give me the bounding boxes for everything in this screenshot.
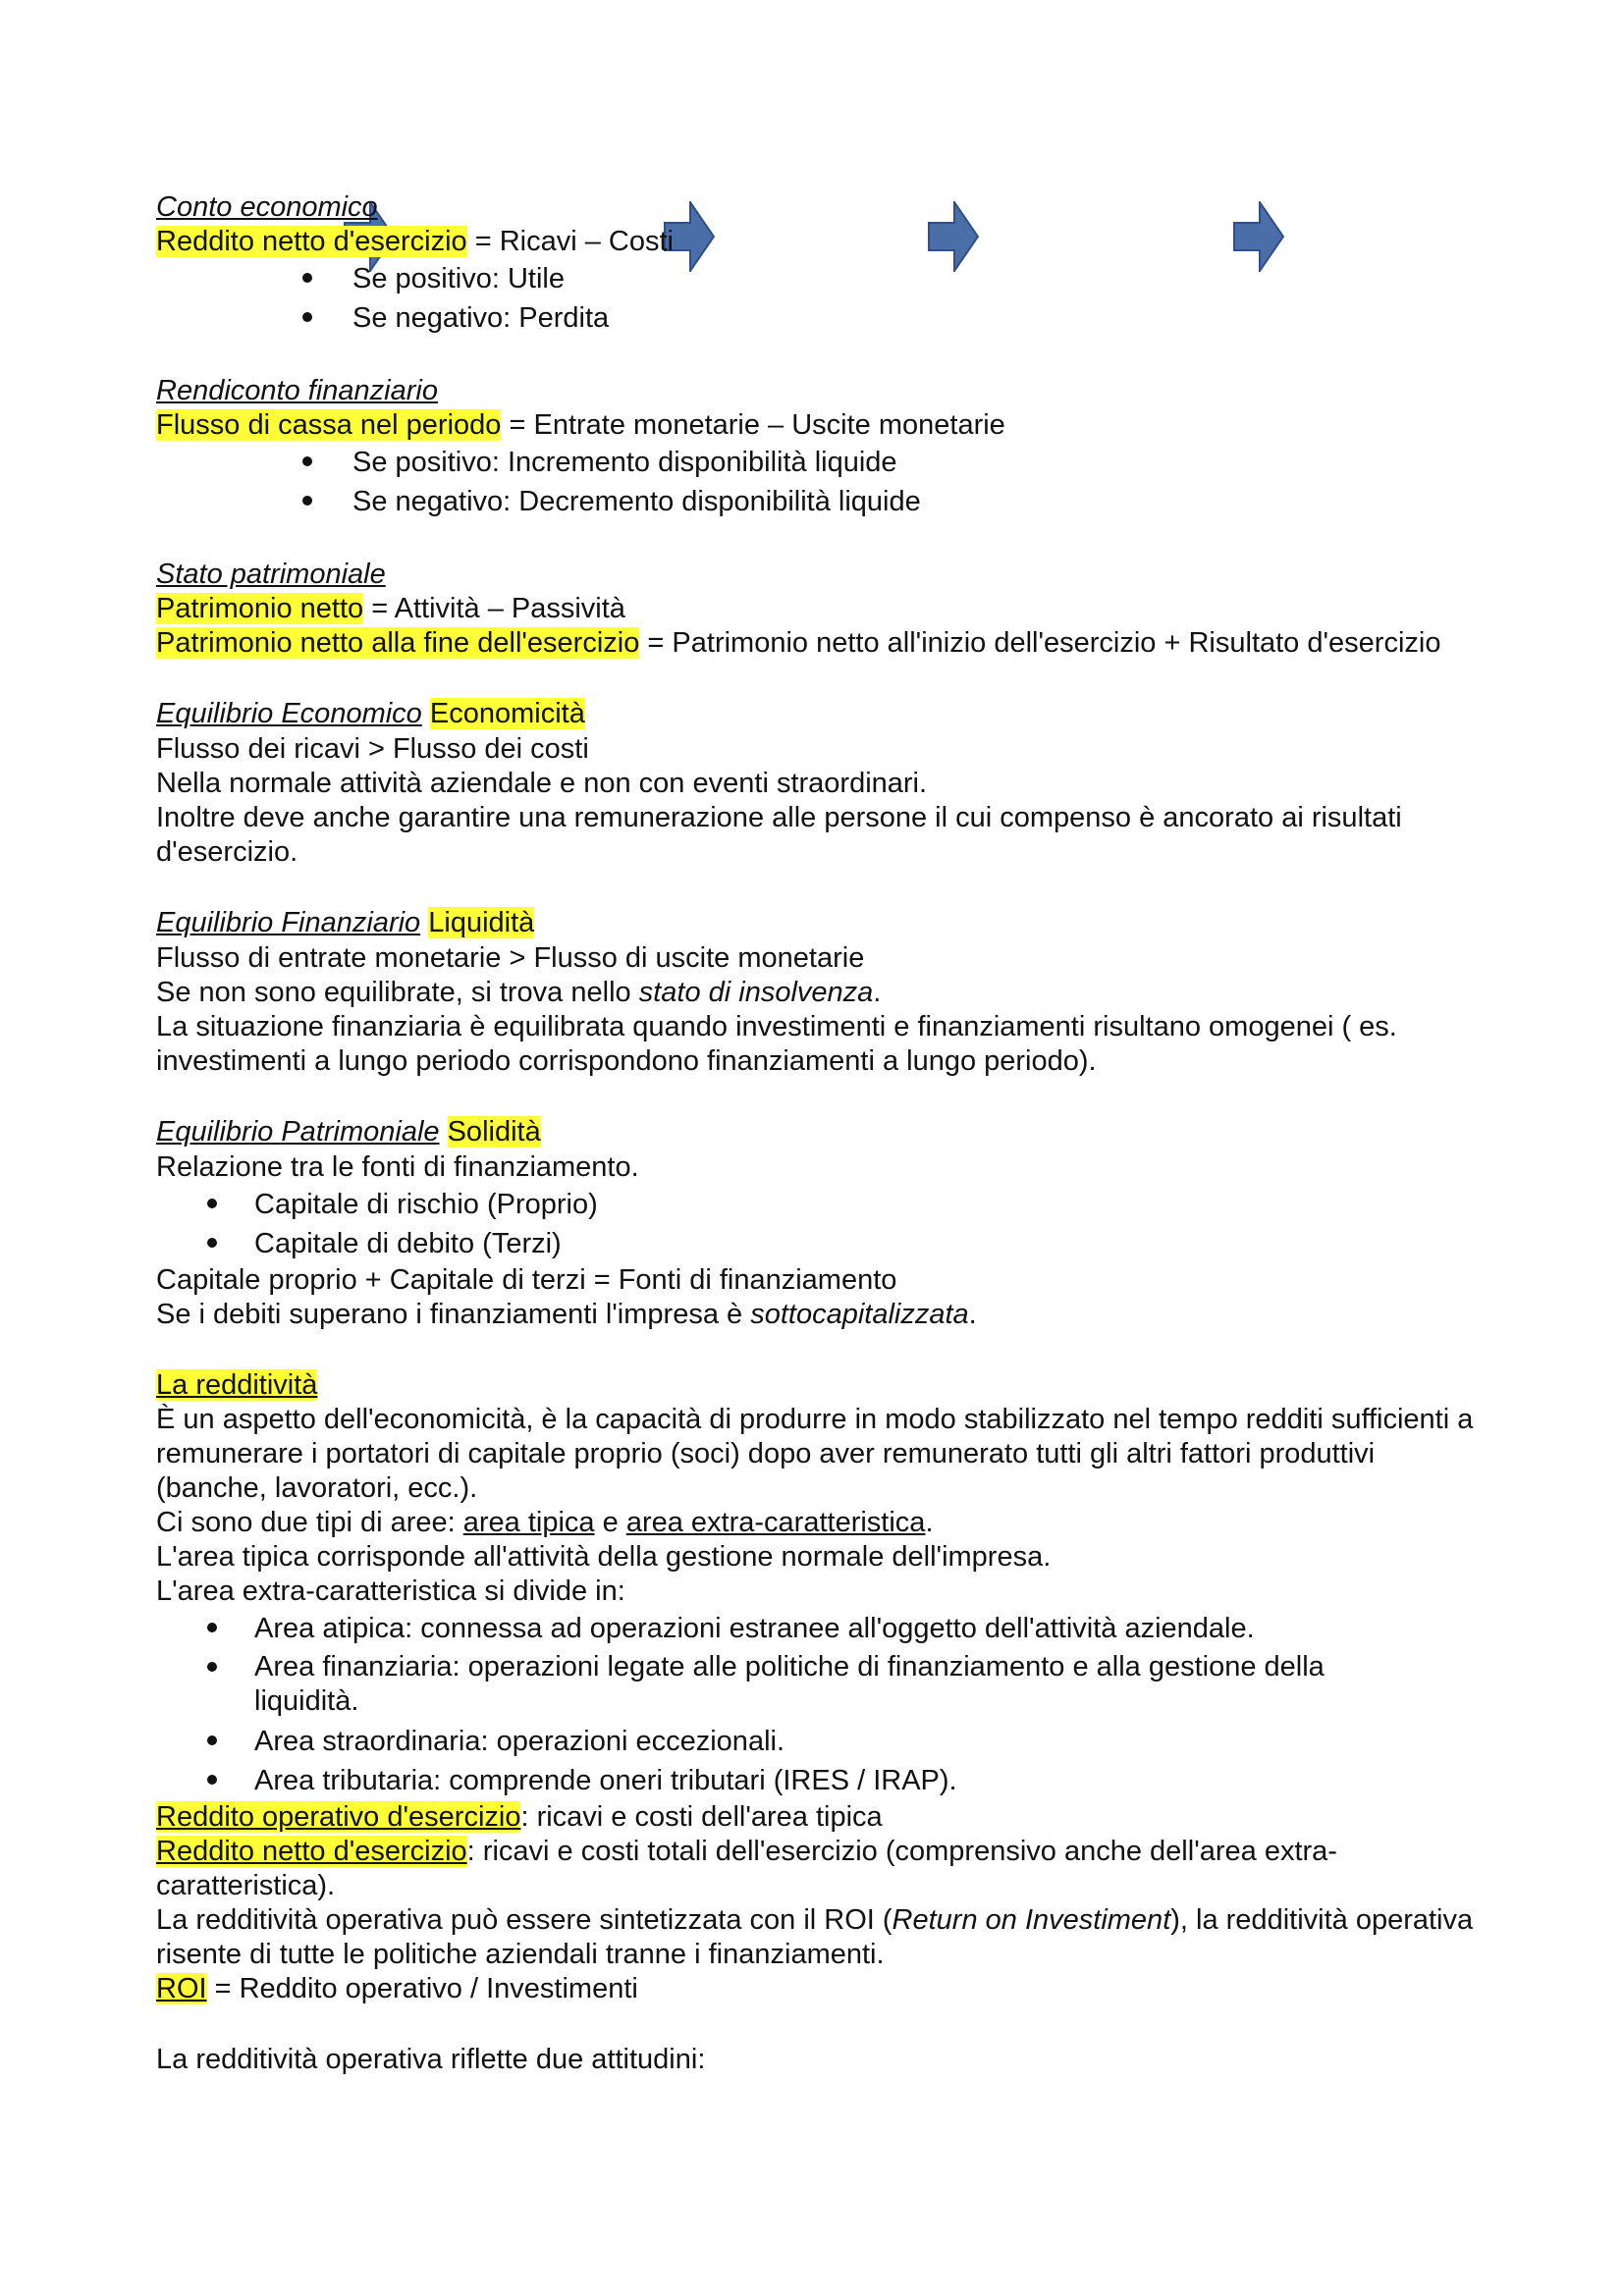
highlighted-term: Liquidità [428,907,535,938]
section-title: Equilibrio Economico [156,698,422,729]
text-span: ), la redditività operativa risente di tutte le politiche aziendali tranne i finanziamenti. [156,1904,1474,1970]
definition-text: = Ricavi – Costi [466,226,674,257]
definition-line [156,626,1491,661]
definition-line [156,225,1491,259]
section-stato-patrimoniale [156,558,1491,592]
paragraph: È un aspetto dell'economicità, è la capacità di produrre in modo stabilizzato nel tempo redditi sufficienti a remunerare i portatori di capitale proprio (soci) dopo aver remunerato tutti gli altri fattori produttivi (banche, lavoratori, ecc.). [156,1404,1474,1504]
text-line [156,1298,1491,1332]
list-item: Se positivo: Incremento disponibilità liquide [156,443,1491,482]
text-span: La redditività operativa può essere sintetizzata con il ROI ( [156,1904,893,1936]
highlighted-term: Patrimonio netto alla fine dell'esercizio [156,627,640,659]
section-title: La redditività [156,1369,318,1401]
text-span: Ci sono due tipi di aree: [156,1507,463,1538]
list-item: Se negativo: Perdita [156,298,1491,338]
definition-line [156,592,1491,626]
text-line: Inoltre deve anche garantire una remunerazione alle persone il cui compenso è ancorato ai risultati d'esercizio. [156,802,1402,868]
text-line [156,1506,1491,1540]
list-item: Area tributaria: comprende oneri tributari (IRES / IRAP). [156,1761,1433,1800]
list-item: Se positivo: Utile [156,259,1491,298]
definition-line [156,1972,1491,2006]
text-span: Se i debiti superano i finanziamenti l'impresa è [156,1299,751,1330]
section-title: Equilibrio Finanziario [156,907,421,938]
text-span: e [594,1507,626,1538]
highlighted-term: Patrimonio netto [156,593,364,624]
highlighted-term: Reddito netto d'esercizio [156,226,467,257]
list-item: Area atipica: connessa ad operazioni estranee all'oggetto dell'attività aziendale. [156,1609,1433,1648]
text-line: Capitale proprio + Capitale di terzi = Fonti di finanziamento [156,1264,897,1296]
highlighted-term: Reddito netto d'esercizio [156,1836,467,1867]
bullet-list [156,259,1491,338]
definition-text: = Reddito operativo / Investimenti [206,1973,638,2004]
highlighted-term: Reddito operativo d'esercizio [156,1801,521,1833]
section-equilibrio-finanziario [156,906,1491,941]
list-item: Capitale di rischio (Proprio) [156,1185,1491,1224]
underlined-term: area tipica [462,1507,595,1538]
document-body [156,190,1491,2077]
text-line: L'area tipica corrisponde all'attività della gestione normale dell'impresa. [156,1541,1052,1573]
italic-term: Return on Investiment [892,1904,1171,1936]
section-rendiconto-finanziario [156,374,1491,408]
italic-term: sottocapitalizzata [750,1299,969,1330]
definition-line [156,1835,1491,1903]
definition-text: = Entrate monetarie – Uscite monetarie [501,409,1005,441]
highlighted-term: Solidità [447,1116,541,1148]
text-span: . [968,1299,977,1330]
bullet-list [156,1185,1491,1263]
text-line: Flusso dei ricavi > Flusso dei costi [156,733,589,765]
text-line: Nella normale attività aziendale e non con eventi straordinari. [156,768,928,799]
definition-text: = Attività – Passività [363,593,625,624]
list-item: Se negativo: Decremento disponibilità liquide [156,482,1491,521]
highlighted-term: Flusso di cassa nel periodo [156,409,502,441]
bullet-list [156,443,1491,521]
section-title: Equilibrio Patrimoniale [156,1116,440,1148]
list-item: Area finanziaria: operazioni legate alle politiche di finanziamento e alla gestione della liquidità. [156,1648,1433,1722]
definition-text: = Patrimonio netto all'inizio dell'esercizio + Risultato d'esercizio [639,627,1441,659]
section-title: Conto economico [156,191,378,223]
section-title: Stato patrimoniale [156,559,386,590]
list-item: Capitale di debito (Terzi) [156,1224,1491,1263]
bullet-list [156,1609,1433,1800]
definition-text: : ricavi e costi totali dell'esercizio (comprensivo anche dell'area extra-caratteristica). [156,1836,1337,1901]
definition-text: : ricavi e costi dell'area tipica [520,1801,883,1833]
text-line: L'area extra-caratteristica si divide in: [156,1575,625,1607]
section-equilibrio-patrimoniale [156,1115,1491,1150]
text-line [156,976,1491,1010]
text-line: Flusso di entrate monetarie > Flusso di uscite monetarie [156,942,865,974]
definition-line [156,1800,1491,1835]
underlined-term: area extra-caratteristica [625,1507,926,1538]
section-equilibrio-economico [156,697,1491,732]
highlighted-term: Economicità [429,698,585,729]
section-title: Rendiconto finanziario [156,375,438,406]
list-item: Area straordinaria: operazioni eccezionali. [156,1722,1433,1761]
highlighted-term: ROI [156,1973,207,2004]
text-line: Relazione tra le fonti di finanziamento. [156,1151,639,1183]
text-line: La situazione finanziaria è equilibrata quando investimenti e finanziamenti risultano omogenei ( es. investimenti a lungo periodo corrispondono finanziamenti a lungo periodo). [156,1011,1397,1077]
text-span: Se non sono equilibrate, si trova nello [156,977,639,1008]
italic-term: stato di insolvenza [638,977,874,1008]
text-span: . [873,977,882,1008]
section-redditivita [156,1368,1491,1403]
text-line: La redditività operativa riflette due attitudini: [156,2044,706,2075]
text-line [156,1903,1491,1972]
text-span: . [925,1507,934,1538]
definition-line [156,408,1491,443]
section-conto-economico [156,190,1491,225]
